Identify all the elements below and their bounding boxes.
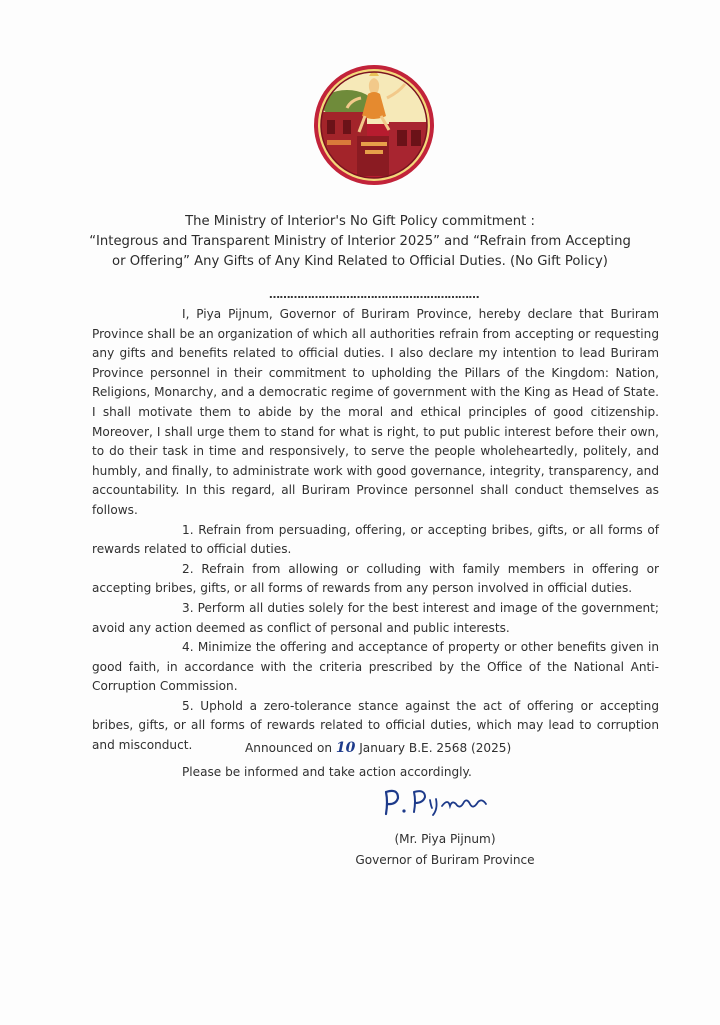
- announced-prefix: Announced on: [245, 741, 333, 755]
- document-title: [60, 212, 660, 272]
- intro-paragraph: I, Piya Pijnum, Governor of Buriram Province, hereby declare that Buriram Province shall be an organization of which all authorities refrain from accepting or requesting any gifts and benefits related to official duties. I also declare my intention to lead Buriram Province personnel in their commitment to upholding the Pillars of the Kingdom: Nation, Religions, Monarchy, and a democratic regime of government with the King as Head of State. I shall motivate them to abide by the moral and ethical principles of good citizenship. Moreover, I shall urge them to stand for what is right, to put public interest before their own, to do their task in time and responsively, to serve the people wholeheartedly, politely, and humbly, and finally, to administrate work with good governance, integrity, transparency, and accountability. In this regard, all Buriram Province personnel shall conduct themselves as follows.: [92, 307, 659, 517]
- title-line: or Offering” Any Gifts of Any Kind Related to Official Duties. (No Gift Policy): [112, 254, 608, 269]
- announced-day: 10: [335, 740, 356, 756]
- commitment-item: 3. Perform all duties solely for the best interest and image of the government; avoid any action deemed as conflict of personal and public interests.: [92, 600, 659, 635]
- declaration-body: [92, 305, 659, 782]
- handwritten-signature: [378, 784, 508, 818]
- closing-line: Please be informed and take action accordingly.: [182, 764, 472, 779]
- title-line: The Ministry of Interior's No Gift Policy commitment :: [185, 214, 535, 229]
- signer-title: Governor of Buriram Province: [355, 853, 535, 867]
- commitment-item: 4. Minimize the offering and acceptance of property or other benefits given in good faith, in accordance with the criteria prescribed by the Office of the National Anti-Corruption Commission.: [92, 640, 659, 694]
- announcement-date: [245, 740, 511, 756]
- title-line: “Integrous and Transparent Ministry of Interior 2025” and “Refrain from Accepting: [89, 234, 631, 249]
- commitment-item: 1. Refrain from persuading, offering, or accepting bribes, gifts, or all forms of rewards related to official duties.: [92, 522, 659, 557]
- signer-name: (Mr. Piya Pijnum): [394, 832, 496, 846]
- buriram-province-seal-icon: [313, 64, 435, 186]
- announced-date-rest: January B.E. 2568 (2025): [359, 741, 512, 755]
- dotted-divider: ……………………………………………………: [269, 288, 479, 301]
- commitment-item: 5. Uphold a zero-tolerance stance against the act of offering or accepting bribes, gifts, or all forms of rewards related to official duties, which may lead to corruption and misconduct.: [92, 698, 659, 753]
- commitment-item: 2. Refrain from allowing or colluding with family members in offering or accepting bribes, gifts, or all forms of rewards from any person involved in official duties.: [92, 561, 659, 596]
